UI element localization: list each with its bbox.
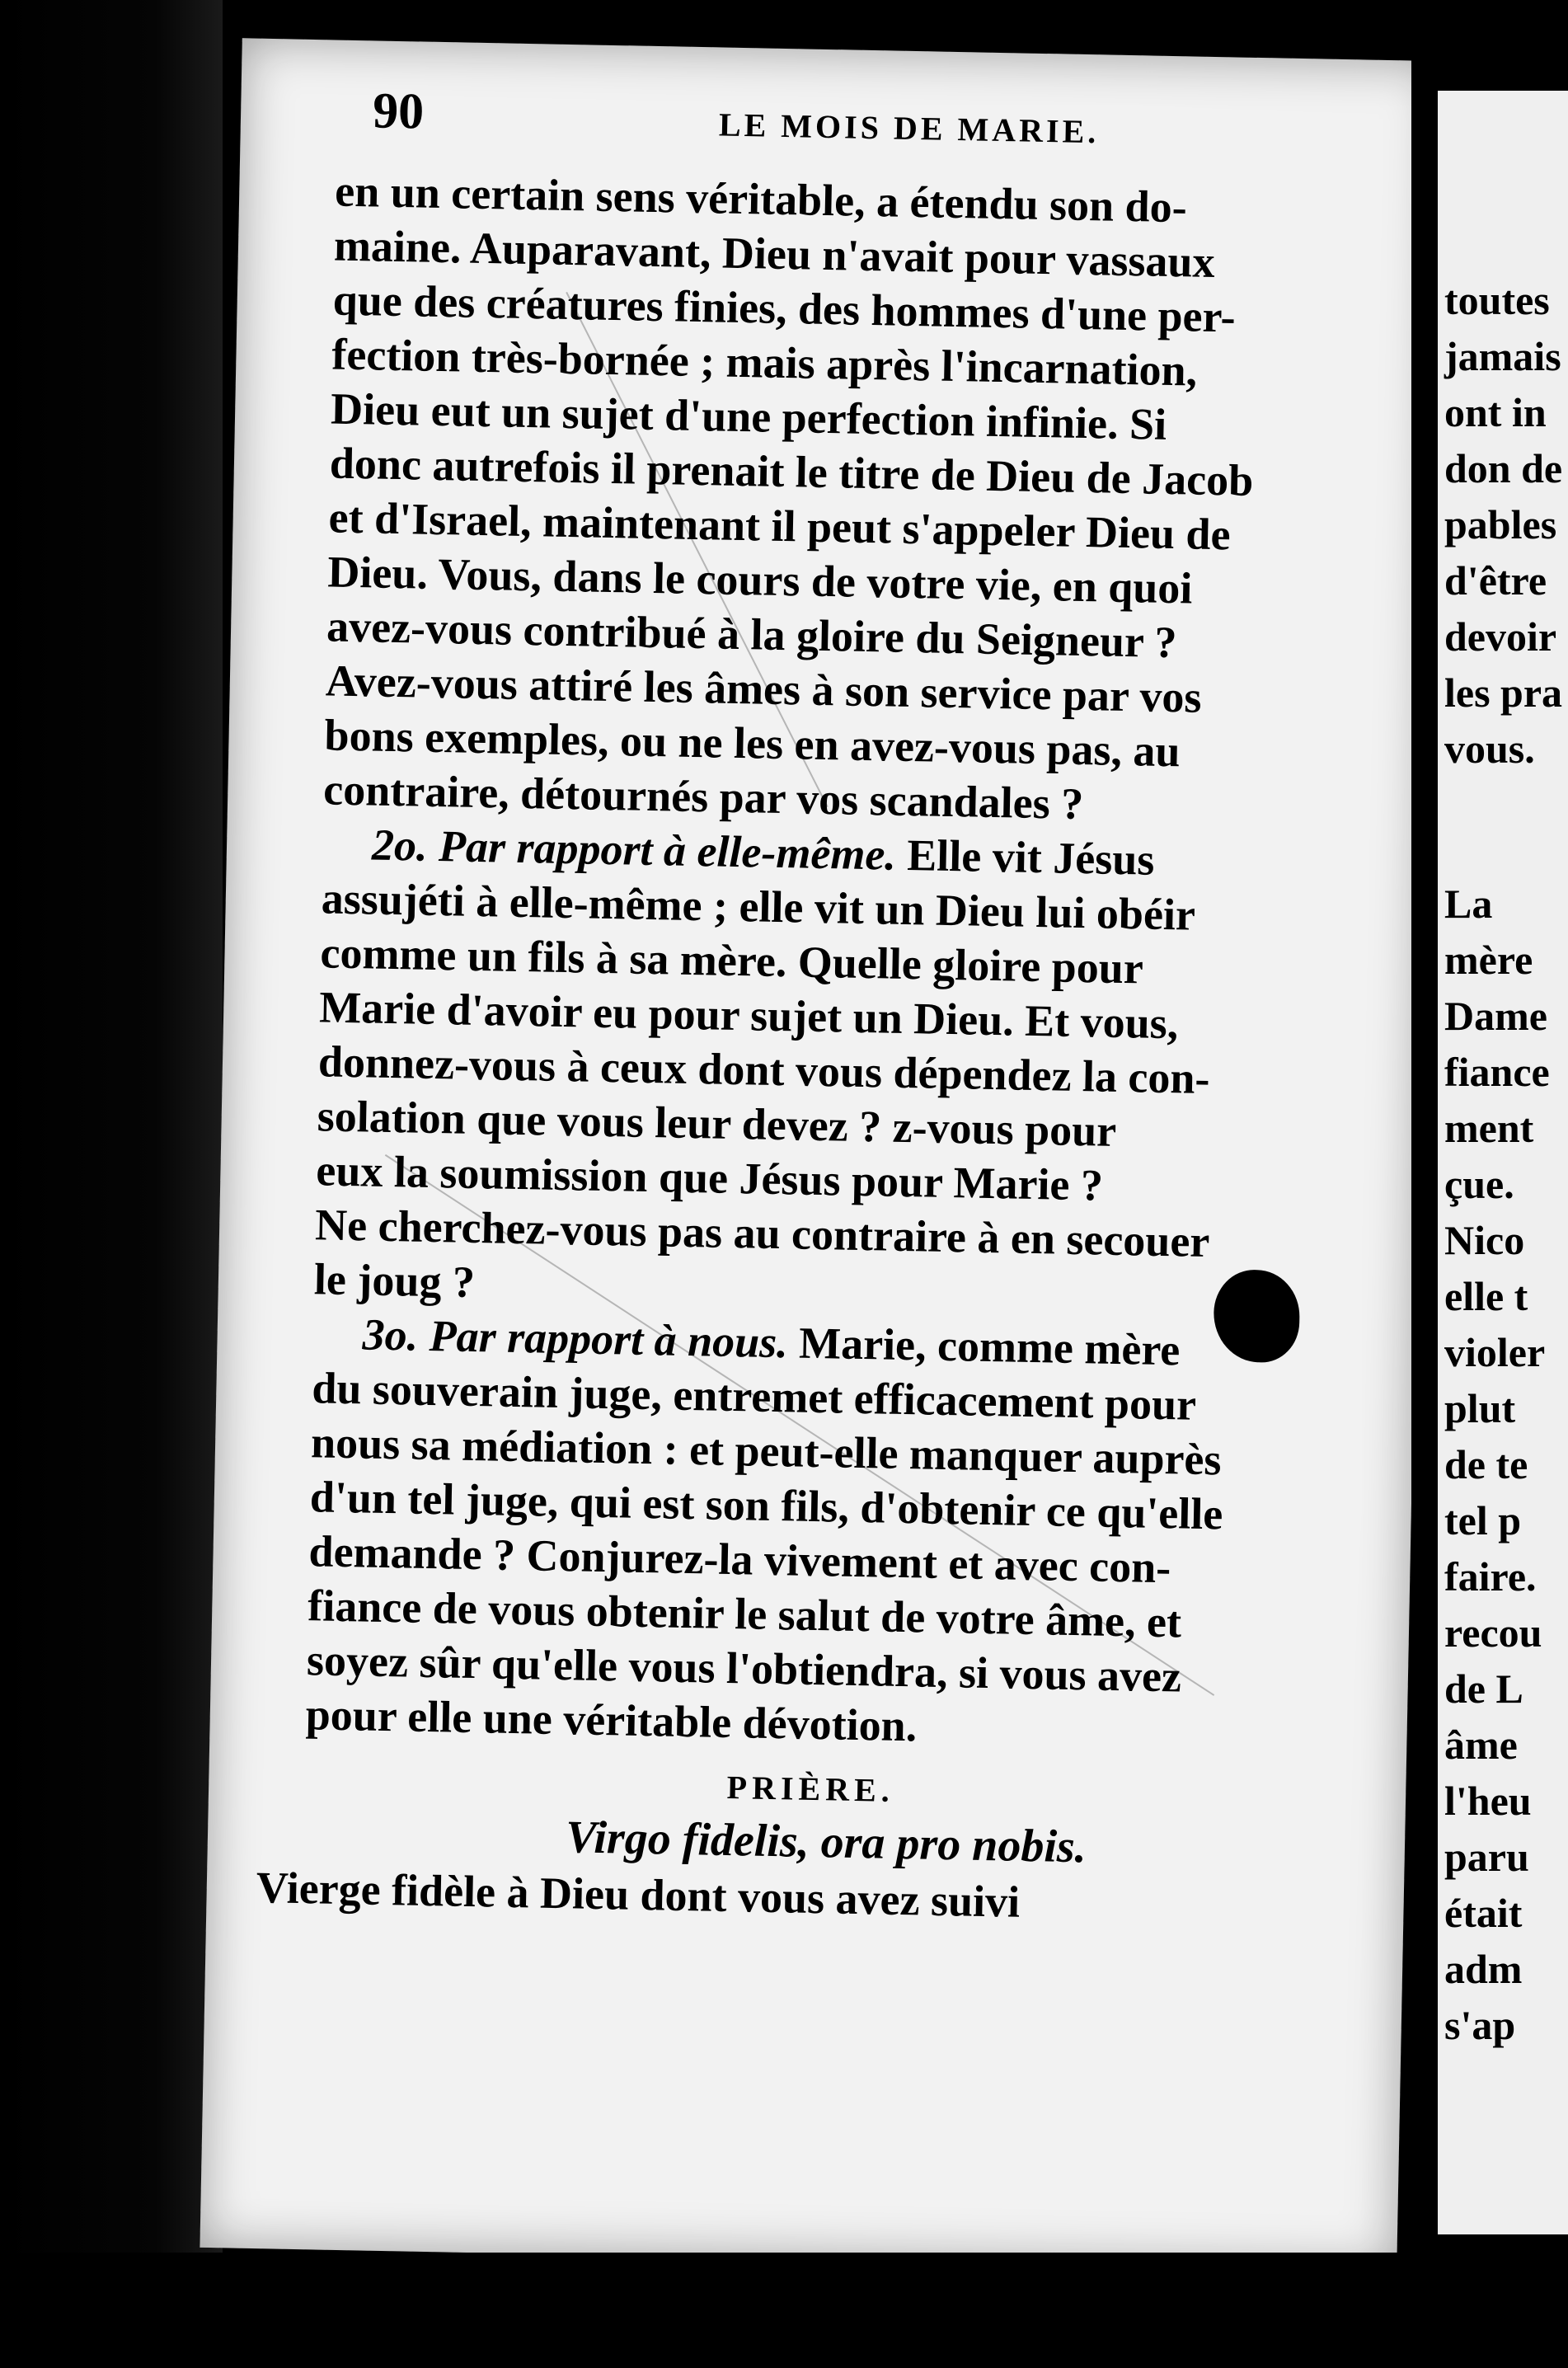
text-line: Elle vit Jésus: [906, 829, 1155, 885]
text-line: nous sa médiation : et peut-elle manquer auprès: [310, 1417, 1223, 1485]
text-line: du souverain juge, entremet efficacement pour: [311, 1363, 1197, 1430]
text-line: demande ? Conjurez-la vivement et avec con-: [308, 1526, 1171, 1593]
body-text: [259, 162, 1393, 1761]
text-line: fection très-bornée ; mais après l'incarnation,: [331, 329, 1198, 396]
paragraph-2: [313, 816, 1364, 1326]
text-line: recou: [1444, 1609, 1542, 1656]
text-line: jamais: [1444, 333, 1561, 379]
text-line: Ne cherchez-vous pas au contraire à en secouer: [314, 1200, 1210, 1267]
text-line: adm: [1444, 1946, 1523, 1992]
section-lead: 3o. Par rapport à nous.: [362, 1309, 789, 1368]
latin-invocation: Virgo fidelis, ora pro nobis.: [565, 1811, 1087, 1873]
text-line: Nico: [1444, 1217, 1525, 1263]
text-line: La: [1444, 881, 1493, 927]
text-line: d'être: [1444, 557, 1547, 604]
text-line: en un certain sens véritable, a étendu son do-: [334, 166, 1188, 233]
text-line: Dame: [1444, 993, 1547, 1039]
text-line: de L: [1444, 1666, 1523, 1712]
text-line: l'heu: [1444, 1778, 1532, 1824]
text-line: comme un fils à sa mère. Quelle gloire pour: [320, 928, 1144, 994]
text-line: donnez-vous à ceux dont vous dépendez la con-: [317, 1036, 1211, 1104]
text-line: ment: [1444, 1105, 1534, 1151]
section-lead: 2o. Par rapport à elle-même.: [371, 820, 897, 880]
paragraph-3: [305, 1306, 1355, 1761]
text-line: que des créatures finies, des hommes d'une per-: [332, 275, 1237, 342]
text-line: eux la soumission que Jésus pour Marie ?: [315, 1145, 1104, 1210]
text-line: Marie, comme mère: [798, 1318, 1181, 1375]
left-page: [200, 38, 1439, 2270]
text-line: de te: [1444, 1441, 1528, 1487]
text-line: avez-vous contribué à la gloire du Seigneur ?: [326, 601, 1178, 668]
text-line: Dieu eut un sujet d'une perfection infinie. Si: [330, 383, 1167, 449]
text-line: toutes: [1444, 277, 1550, 323]
paragraph-1: [323, 164, 1378, 837]
text-line: plut: [1444, 1385, 1516, 1431]
text-line: s'ap: [1444, 2002, 1516, 2048]
text-line: âme: [1444, 1722, 1518, 1768]
page-number: 90: [372, 82, 425, 140]
text-line: pour elle une véritable dévotion.: [305, 1689, 918, 1751]
text-line: vous.: [1444, 726, 1535, 772]
text-line: solation que vous leur devez ? z-vous pour: [317, 1091, 1117, 1156]
prayer-heading: PRIÈRE.: [726, 1768, 895, 1809]
text-line: paru: [1444, 1834, 1529, 1880]
text-line: contraire, détournés par vos scandales ?: [322, 764, 1084, 829]
text-line: était: [1444, 1890, 1523, 1936]
running-head: LE MOIS DE MARIE.: [718, 106, 1100, 151]
text-line: les pra: [1444, 670, 1563, 716]
page-gutter: [1411, 0, 1439, 2368]
text-line: assujéti à elle-même ; elle vit un Dieu lui obéir: [321, 873, 1196, 940]
text-line: donc autrefois il prenait le titre de Dieu de Jacob: [329, 438, 1254, 505]
text-line: faire.: [1444, 1553, 1537, 1600]
text-line: tel p: [1444, 1497, 1522, 1543]
text-line: le joug ?: [313, 1254, 476, 1307]
text-line: Dieu. Vous, dans le cours de votre vie, en quoi: [326, 547, 1193, 613]
section-gap: [1444, 777, 1562, 876]
text-line: don de: [1444, 445, 1563, 491]
text-line: maine. Auparavant, Dieu n'avait pour vassaux: [333, 220, 1216, 288]
text-line: çue.: [1444, 1161, 1514, 1207]
text-line: soyez sûr qu'elle vous l'obtiendra, si vous avez: [306, 1635, 1182, 1702]
text-line: Avez-vous attiré les âmes à son service par vos: [325, 655, 1203, 722]
text-line: elle t: [1444, 1273, 1528, 1319]
prayer-first-line: Vierge fidèle à Dieu dont vous avez suivi: [256, 1863, 1021, 1927]
text-line: mère: [1444, 937, 1533, 983]
text-line: Marie d'avoir eu pour sujet un Dieu. Et vous,: [318, 982, 1179, 1049]
right-page-content: [1444, 272, 1562, 2053]
text-line: et d'Israel, maintenant il peut s'appeler Dieu de: [328, 492, 1232, 560]
bottom-black-border: [0, 2253, 1568, 2368]
text-line: d'un tel juge, qui est son fils, d'obtenir ce qu'elle: [309, 1472, 1223, 1539]
text-line: bons exemples, ou ne les en avez-vous pas, au: [324, 710, 1181, 777]
text-line: pables: [1444, 501, 1557, 547]
text-line: violer: [1444, 1329, 1546, 1375]
text-line: devoir: [1444, 613, 1557, 660]
right-page: [1438, 91, 1568, 2234]
left-page-content: [256, 72, 1396, 1935]
text-line: fiance: [1444, 1049, 1550, 1095]
text-line: ont in: [1444, 389, 1547, 435]
book-binding-shadow: [0, 0, 223, 2368]
text-line: fiance de vous obtenir le salut de votre âme, et: [307, 1581, 1182, 1647]
